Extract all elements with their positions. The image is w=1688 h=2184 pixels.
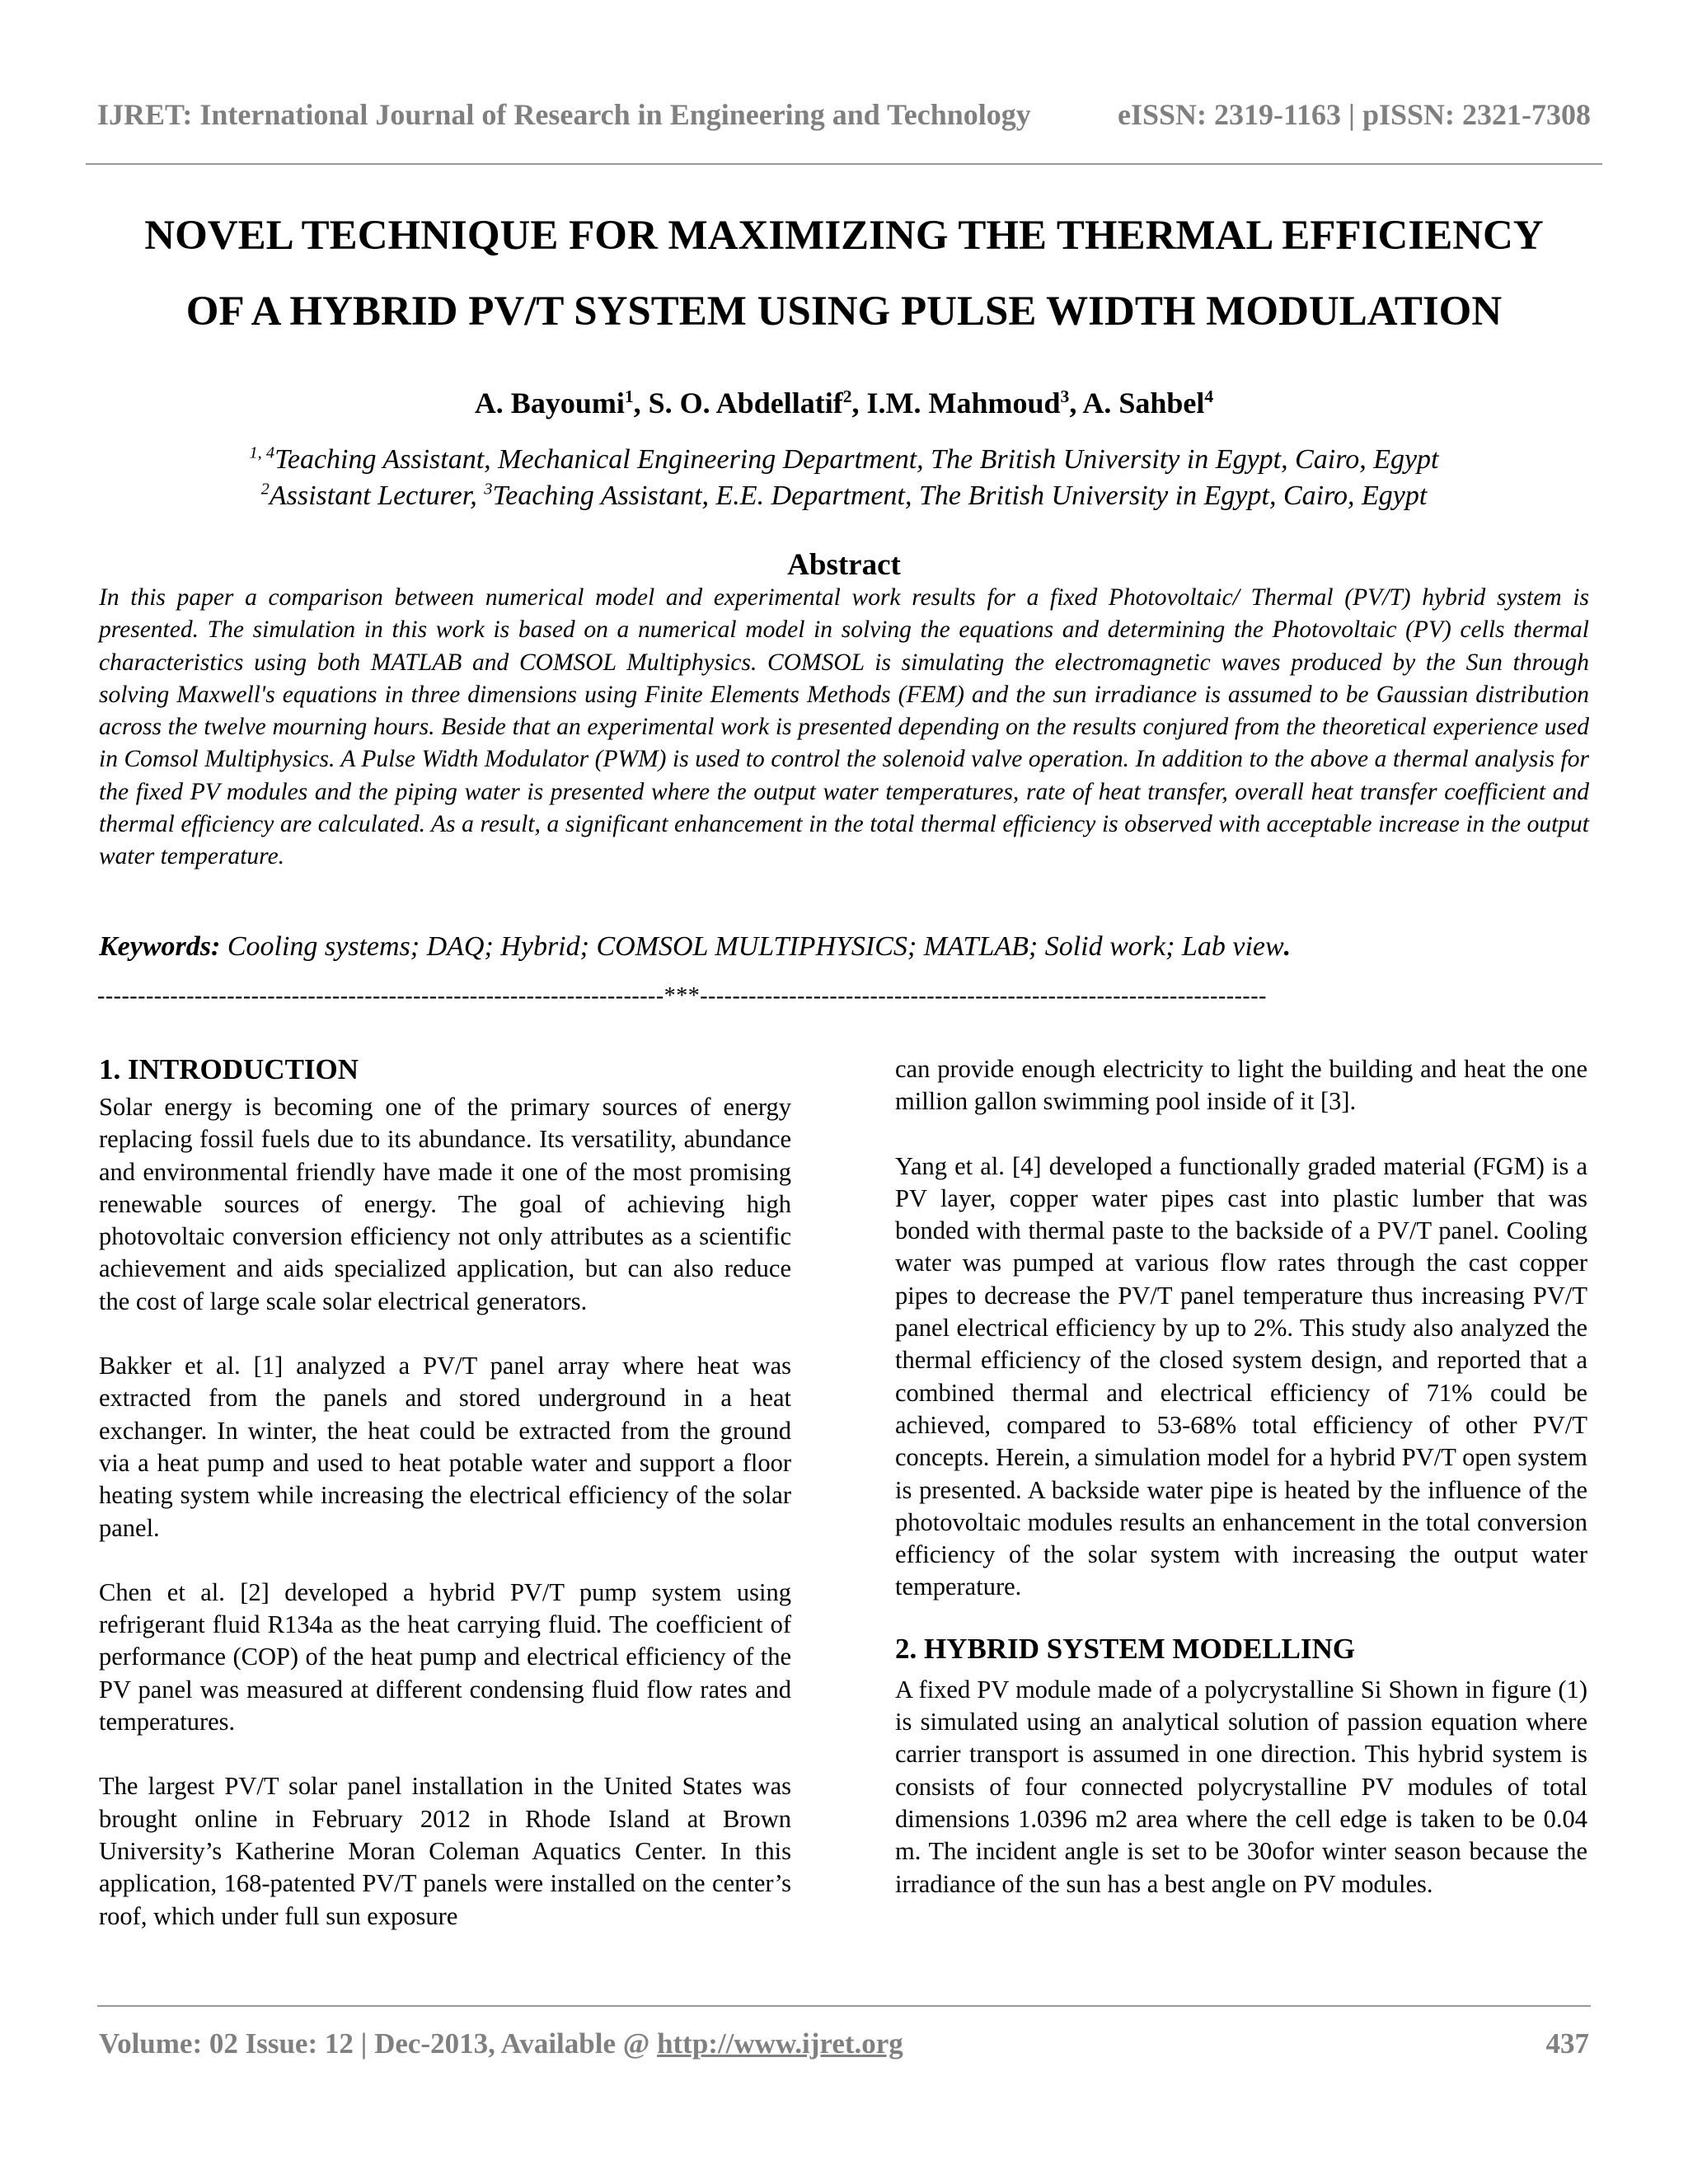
abstract-text: In this paper a comparison between numerical model and experimental work results for a fixed Photovoltaic/ Thermal (PV/T) hybrid system is presented. The simulation in this work is based on a numerical model in solving the equations and determining the Photovoltaic (PV) cells thermal characteristics using both MATLAB and COMSOL Multiphysics. COMSOL is simulating the electromagnetic waves produced by the Sun through solving Maxwell's equations in three dimensions using Finite Elements Methods (FEM) and the sun irradiance is assumed to be Gaussian distribution across the twelve mourning hours. Beside that an experimental work is presented depending on the results conjured from the theoretical experience used in Comsol Multiphysics. A Pulse Width Modulator (PWM) is used to control the solenoid valve operation. In addition to the above a thermal analysis for the fixed PV modules and the piping water is presented where the output water temperatures, rate of heat transfer, overall heat transfer coefficient and thermal efficiency are calculated. As a result, a significant enhancement in the total thermal efficiency is observed with acceptable increase in the output water temperature. [99, 584, 1589, 870]
right-column [895, 1053, 1587, 1933]
author: S. O. Abdellatif [648, 387, 843, 419]
journal-link[interactable]: http://www.ijret.org [657, 2027, 903, 2060]
paragraph: Yang et al. [4] developed a functionally graded material (FGM) is a PV layer, copper water pipes cast into plastic lumber that was bonded with thermal paste to the backside of a PV/T panel. Cooling water was pumped at various flow rates through the cast copper pipes to decrease the PV/T panel temperature thus increasing PV/T panel electrical efficiency by up to 2%. This study also analyzed the thermal efficiency of the closed system design, and reported that a combined thermal and electrical efficiency of 71% could be achieved, compared to 53-68% total efficiency of other PV/T concepts. Herein, a simulation model for a hybrid PV/T open system is presented. A backside water pipe is heated by the influence of the photovoltaic modules results an enhancement in the total conversion efficiency of the solar system with increasing the output water temperature. [895, 1151, 1587, 1601]
paper-title [86, 198, 1602, 349]
affiliation-line-1: $^{1, 4}$Teaching Assistant, Mechanical Engineering Department, The British University in Egypt, Cairo, Egypt [249, 443, 1439, 475]
affiliation-line-2: $^2$Assistant Lecturer, $^3$Teaching Assistant, E.E. Department, The British University in Egypt, Cairo, Egypt [260, 480, 1428, 511]
running-header [97, 97, 1591, 132]
paragraph: Bakker et al. [1] analyzed a PV/T panel array where heat was extracted from the panels and stored underground in a heat exchanger. In winter, the heat could be extracted from the ground via a heat pump and used to heat potable water and support a floor heating system while increasing the electrical efficiency of the solar panel. [99, 1352, 791, 1542]
page-number: 437 [1545, 2027, 1589, 2060]
abstract-heading: Abstract [787, 548, 901, 582]
author: A. Bayoumi [474, 387, 625, 419]
paragraph: Solar energy is becoming one of the primary sources of energy replacing fossil fuels due to its abundance. Its versatility, abundance and environmental friendly have made it one of the most promising renewable sources of energy. The goal of achieving high photovoltaic conversion efficiency not only attributes as a scientific achievement and aids specialized application, but can also reduce the cost of large scale solar electrical generators. [99, 1093, 791, 1315]
keywords: Keywords: Cooling systems; DAQ; Hybrid; COMSOL MULTIPHYSICS; MATLAB; Solid work; Lab view. [99, 931, 1292, 962]
page-footer [99, 2027, 1589, 2060]
author-list: A. Bayoumi$^1$, S. O. Abdellatif$^2$, I.M. Mahmoud$^3$, A. Sahbel$^4$ [474, 387, 1214, 419]
author-sup: 3 [1060, 387, 1070, 406]
title-line-1: NOVEL TECHNIQUE FOR MAXIMIZING THE THERMAL EFFICIENCY [144, 213, 1544, 259]
section-heading-modelling: 2. HYBRID SYSTEM MODELLING [895, 1632, 1356, 1665]
paragraph: The largest PV/T solar panel installation in the United States was brought online in February 2012 in Rhode Island at Brown University’s Katherine Moran Coleman Aquatics Center. In this application, 168-patented PV/T panels were installed on the center’s roof, which under full sun exposure [99, 1772, 791, 1930]
paragraph: Chen et al. [2] developed a hybrid PV/T pump system using refrigerant fluid R134a as the heat carrying fluid. The coefficient of performance (COP) of the heat pump and electrical efficiency of the PV panel was measured at different condensing fluid flow rates and temperatures. [99, 1577, 791, 1736]
issn: eISSN: 2319-1163 | pISSN: 2321-7308 [1118, 98, 1591, 131]
author-sup: 2 [842, 387, 852, 406]
paragraph: can provide enough electricity to light the building and heat the one million gallon swimming pool inside of it [3]. [895, 1055, 1587, 1116]
journal-name: IJRET: International Journal of Research in Engineering and Technology [97, 98, 1031, 131]
title-line-2: OF A HYBRID PV/T SYSTEM USING PULSE WIDTH MODULATION [185, 288, 1503, 335]
footer-rule [97, 2005, 1591, 2007]
keywords-text: Cooling systems; DAQ; Hybrid; COMSOL MULTIPHYSICS; MATLAB; Solid work; Lab view [220, 931, 1284, 962]
paragraph: A fixed PV module made of a polycrystalline Si Shown in figure (1) is simulated using an analytical solution of passion equation where carrier transport is assumed in one direction. This hybrid system is consists of four connected polycrystalline PV modules of total dimensions 1.0396 m2 area where the cell edge is taken to be 0.04 m. The incident angle is set to be 30ofor winter season because the irradiance of the sun has a best angle on PV modules. [895, 1675, 1587, 1898]
author-sup: 1 [624, 387, 634, 406]
footer-volume: Volume: 02 Issue: 12 | Dec-2013, Available @ http://www.ijret.org [99, 2027, 903, 2060]
section-divider: ----------------------------------------------------------------------***---------------------------------------------------------------------- [97, 983, 1267, 1009]
affiliations [86, 442, 1602, 514]
author: A. Sahbel [1082, 387, 1205, 419]
section-heading-introduction: 1. INTRODUCTION [99, 1053, 359, 1085]
keywords-label: Keywords: [99, 931, 221, 962]
author: I.M. Mahmoud [866, 387, 1061, 419]
left-column [99, 1053, 791, 1965]
header-rule [86, 163, 1602, 165]
author-sup: 4 [1204, 387, 1214, 406]
